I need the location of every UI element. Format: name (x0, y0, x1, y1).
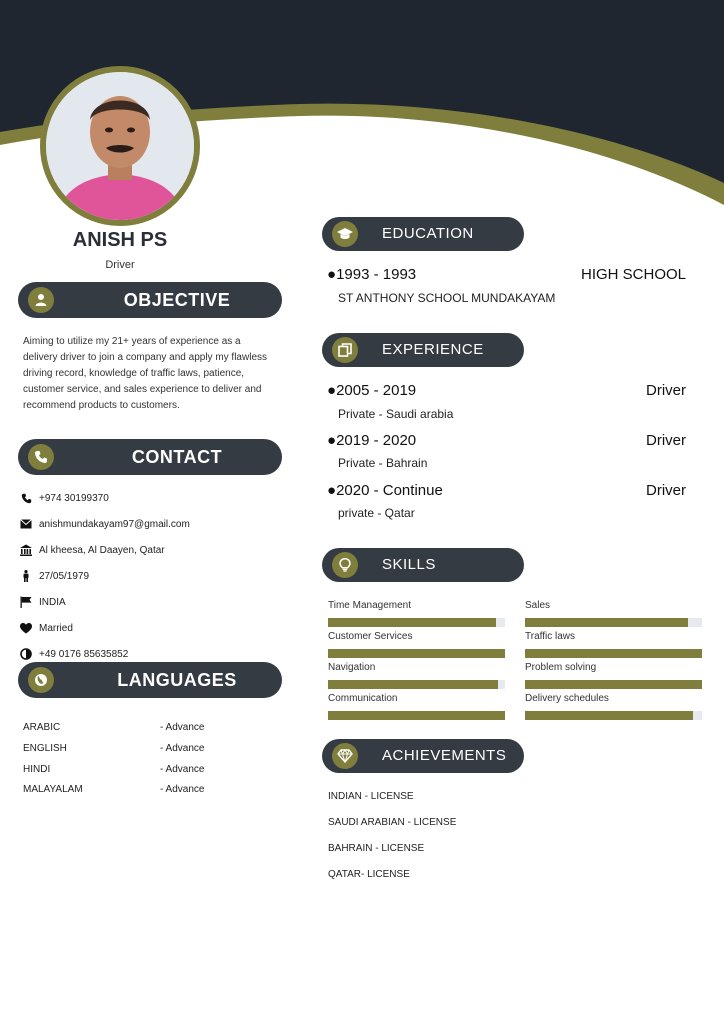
education-title: EDUCATION (382, 225, 474, 242)
envelope-icon (20, 518, 32, 530)
language-level: - Advance (160, 764, 205, 775)
achievements-heading (322, 739, 524, 773)
contact-nationality (20, 594, 66, 610)
skill-level-fill (328, 618, 496, 627)
experience-place: private - Qatar (338, 506, 415, 520)
globe-icon (28, 667, 54, 693)
experience-years: ●2020 - Continue (327, 482, 443, 499)
skill-level-fill (328, 649, 505, 658)
skill-label: Traffic laws (525, 631, 576, 642)
experience-place: Private - Saudi arabia (338, 407, 454, 421)
skill-label: Time Management (328, 600, 411, 611)
graduation-cap-icon (332, 221, 358, 247)
language-level: - Advance (160, 722, 205, 733)
experience-years-text: 2019 - 2020 (336, 432, 417, 449)
education-years-text: 1993 - 1993 (336, 266, 417, 283)
skill-level-bar (525, 680, 702, 689)
achievement-item: SAUDI ARABIAN - LICENSE (328, 817, 457, 828)
contact-marital-status-text: Married (39, 622, 73, 634)
contact-title: CONTACT (131, 447, 223, 467)
language-name: MALAYALAM (23, 784, 83, 795)
language-level: - Advance (160, 784, 205, 795)
skill-label: Delivery schedules (525, 693, 609, 704)
heart-icon (20, 622, 32, 634)
experience-years-text: 2020 - Continue (336, 482, 443, 499)
contact-heading (18, 439, 282, 475)
contact-email-text: anishmundakayam97@gmail.com (39, 518, 190, 530)
achievement-item: INDIAN - LICENSE (328, 791, 414, 802)
experience-years: ●2019 - 2020 (327, 432, 417, 449)
language-name: ARABIC (23, 722, 61, 733)
person-standing-icon (20, 570, 32, 582)
skill-label: Customer Services (328, 631, 413, 642)
languages-heading (18, 662, 282, 698)
experience-years: ●2005 - 2019 (327, 382, 417, 399)
language-name: HINDI (23, 764, 51, 775)
person-icon (28, 287, 54, 313)
skill-level-bar (525, 618, 702, 627)
profile-role: Driver (105, 259, 135, 271)
skill-level-bar (525, 711, 702, 720)
skill-label: Problem solving (525, 662, 597, 673)
skill-level-bar (328, 711, 505, 720)
experience-position: Driver (646, 432, 686, 449)
education-heading (322, 217, 524, 251)
objective-text: Aiming to utilize my 21+ years of experience as a delivery driver to join a company and apply my flawless driving record, knowledge of traffic laws, patience, customer service, and sales experience to deliver and recommend products to customers. (23, 336, 267, 411)
skill-level-bar (328, 618, 505, 627)
skill-label: Sales (525, 600, 551, 611)
skill-level-fill (328, 711, 505, 720)
contact-address (20, 542, 165, 558)
copy-icon (332, 337, 358, 363)
contact-phone[interactable] (20, 490, 109, 506)
skill-level-bar (328, 649, 505, 658)
phone-icon (28, 444, 54, 470)
flag-icon (20, 596, 32, 608)
skill-level-fill (525, 649, 702, 658)
contact-birthdate-text: 27/05/1979 (39, 570, 90, 582)
experience-heading (322, 333, 524, 367)
contact-birthdate (20, 568, 89, 584)
achievement-item: BAHRAIN - LICENSE (328, 843, 425, 854)
person-portrait-icon (46, 72, 194, 220)
achievements-title: ACHIEVEMENTS (382, 747, 507, 764)
education-years: ●1993 - 1993 (327, 266, 417, 283)
languages-title: LANGUAGES (117, 670, 237, 690)
skill-label: Communication (328, 693, 398, 704)
skill-level-fill (525, 618, 688, 627)
contact-address-text: Al kheesa, Al Daayen, Qatar (39, 544, 165, 556)
objective-title: OBJECTIVE (123, 290, 231, 310)
contact-phone-secondary[interactable] (20, 646, 128, 662)
skill-level-fill (525, 711, 693, 720)
diamond-icon (332, 743, 358, 769)
skill-level-bar (525, 649, 702, 658)
skill-level-fill (328, 680, 498, 689)
experience-position: Driver (646, 382, 686, 399)
contact-phone-secondary-text: +49 0176 85635852 (39, 648, 129, 660)
profile-name: ANISH PS (72, 229, 168, 251)
lightbulb-icon (332, 552, 358, 578)
contact-phone-text: +974 30199370 (39, 492, 109, 504)
skill-level-fill (525, 680, 702, 689)
profile-photo (40, 66, 200, 226)
phone-icon (20, 492, 32, 504)
language-name: ENGLISH (23, 743, 67, 754)
building-icon (20, 544, 32, 556)
skill-level-bar (328, 680, 505, 689)
skills-title: SKILLS (382, 556, 436, 573)
contact-nationality-text: INDIA (39, 596, 66, 608)
education-school: ST ANTHONY SCHOOL MUNDAKAYAM (338, 291, 556, 305)
experience-years-text: 2005 - 2019 (336, 382, 417, 399)
achievement-item: QATAR- LICENSE (328, 869, 410, 880)
skill-label: Navigation (328, 662, 376, 673)
experience-position: Driver (646, 482, 686, 499)
half-circle-icon (20, 648, 32, 660)
objective-heading (18, 282, 282, 318)
experience-place: Private - Bahrain (338, 456, 428, 470)
education-degree: HIGH SCHOOL (580, 266, 686, 283)
experience-title: EXPERIENCE (382, 341, 484, 358)
contact-marital-status (20, 620, 73, 636)
language-level: - Advance (160, 743, 205, 754)
contact-email[interactable] (20, 516, 190, 532)
skills-heading (322, 548, 524, 582)
